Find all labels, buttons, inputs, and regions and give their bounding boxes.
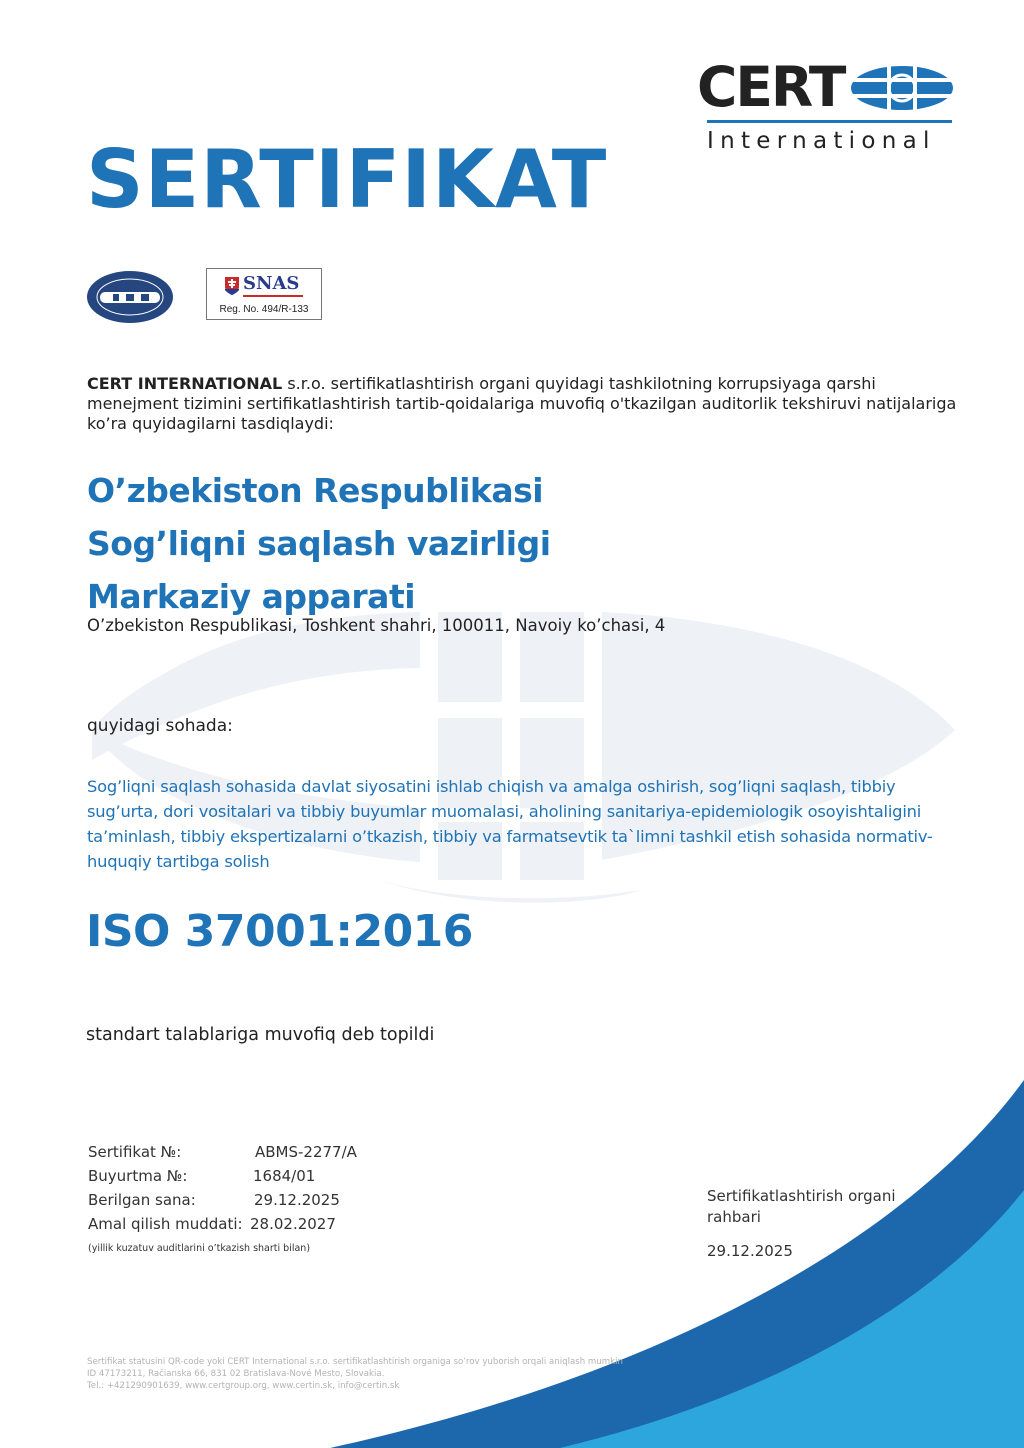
- logo-divider: [707, 120, 952, 123]
- detail-label: Buyurtma №:: [88, 1167, 188, 1185]
- footer-line: Tel.: +421290901639, www.certgroup.org, www.certin.sk, info@certin.sk: [87, 1381, 400, 1391]
- standard-name: ISO 37001:2016: [86, 906, 473, 957]
- organization-line: Markaziy apparati: [87, 577, 416, 616]
- page-title: SERTIFIKAT: [86, 133, 608, 226]
- snas-underline: [243, 295, 303, 297]
- detail-value: 1684/01: [253, 1167, 316, 1185]
- footer: [87, 1356, 807, 1392]
- intro-org-name: CERT INTERNATIONAL: [87, 374, 283, 393]
- shield-icon: [225, 277, 239, 295]
- detail-value: ABMS-2277/A: [255, 1143, 357, 1161]
- detail-label: Sertifikat №:: [88, 1143, 182, 1161]
- organization-name: [87, 464, 967, 623]
- footer-line: Sertifikat statusini QR-code yoki CERT International s.r.o. sertifikatlashtirish organiga so’rov yuborish orqali aniqlash mumkin: [87, 1357, 623, 1367]
- scope-text: Sog’liqni saqlash sohasida davlat siyosatini ishlab chiqish va amalga oshirish, sog’liqni saqlash, tibbiy sug’urta, dori vositalari va tibbiy buyumlar muomalasi, aholining sanitariya-epidemiologik osoyishtaligini ta’minlash, tibbiy ekspertizalarni o’tkazish, tibbiy va farmatsevtik ta`limni tashkil etish sohasida normativ-huquqiy tartibga solish: [87, 777, 933, 871]
- organization-line: O’zbekiston Respublikasi: [87, 471, 544, 510]
- conformity-statement: standart talablariga muvofiq deb topildi: [86, 1025, 435, 1045]
- footer-line: ID 47173211, Račianska 66, 831 02 Bratislava-Nové Mesto, Slovakia.: [87, 1369, 385, 1379]
- organization-address: O’zbekiston Respublikasi, Toshkent shahri, 100011, Navoiy ko’chasi, 4: [87, 616, 666, 635]
- logo-cert-word: CERT: [697, 55, 845, 119]
- intro-text: s.r.o. sertifikatlashtirish organi quyidagi tashkilotning korrupsiyaga qarshi menejment tizimini sertifikatlashtirish tartib-qoidalariga muvofiq o'tkazilgan auditorlik tekshiruvi natijalariga ko’ra quyidagilarni tasdiqlaydi:: [87, 374, 957, 433]
- detail-value: 28.02.2027: [250, 1215, 336, 1233]
- detail-value: 29.12.2025: [254, 1191, 340, 1209]
- intro-paragraph: [87, 374, 967, 434]
- snas-reg-number: Reg. No. 494/R-133: [219, 304, 309, 315]
- logo-international-word: International: [707, 128, 936, 154]
- organization-line: Sog’liqni saqlash vazirligi: [87, 524, 551, 563]
- detail-label: Amal qilish muddati:: [88, 1215, 243, 1233]
- snas-logo: [206, 268, 322, 320]
- surveillance-note: (yillik kuzatuv auditlarini o’tkazish sharti bilan): [88, 1243, 311, 1254]
- signatory-title: Sertifikatlashtirish organi rahbari: [707, 1187, 896, 1226]
- signature-date: 29.12.2025: [707, 1242, 793, 1260]
- iaf-logo: [86, 270, 174, 324]
- globe-icon: [849, 64, 955, 112]
- snas-word: SNAS: [243, 273, 300, 294]
- detail-label: Berilgan sana:: [88, 1191, 196, 1209]
- scope-label: quyidagi sohada:: [87, 716, 233, 736]
